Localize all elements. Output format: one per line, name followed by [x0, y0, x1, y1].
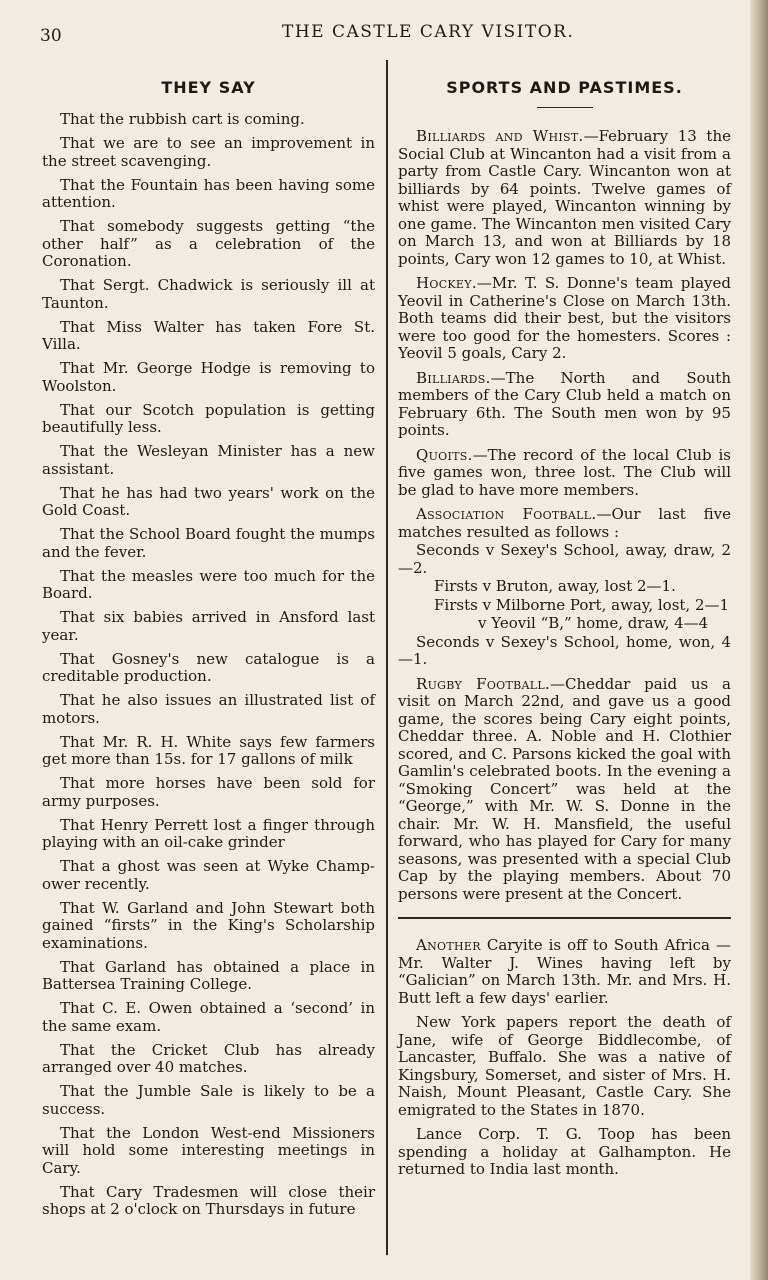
column-divider [386, 60, 388, 1255]
match-result: Firsts v Milborne Port, away, lost, 2—1 [434, 595, 730, 614]
sports-column [398, 68, 731, 1186]
they-say-item: That the Wesleyan Minister has a new assistant. [42, 442, 375, 478]
section-lead: Association Football. [416, 505, 597, 523]
they-say-item: That six babies arrived in Ansford last year. [42, 608, 375, 644]
page-header [40, 22, 600, 46]
match-result: Firsts v Bruton, away, lost 2—1. [434, 577, 676, 595]
they-say-column [42, 68, 375, 1225]
sports-paragraph: Rugby Football.—Cheddar paid us a visit on March 22nd, and gave us a good game, the scores being Cary eight points, Cheddar three. A. Noble and H. Clothier scored, and C. Parsons kicked the goal with Gamlin's celebrated boots. In the evening a “Smoking Concert” was held at the “George,” with Mr. W. S. Donne in the chair. Mr. W. H. Mansfield, the useful forward, who has played for Cary for many seasons, was presented with a special Club Cap by the playing members. About 70 persons were present at the Concert. [398, 674, 731, 903]
they-say-item: That Garland has obtained a place in Battersea Training College. [42, 957, 375, 993]
sports-paragraph: Quoits.—The record of the local Club is five games won, three lost. The Club will be glad to have more members. [398, 445, 731, 499]
they-say-item: That Mr. R. H. White says few farmers get more than 15s. for 17 gallons of milk [42, 732, 375, 768]
sports-heading: SPORTS AND PASTIMES. [446, 78, 683, 97]
sports-paragraph: Billiards.—The North and South members of the Cary Club held a match on February 6th. The South men won by 95 points. [398, 368, 731, 439]
they-say-item: That he also issues an illustrated list of motors. [42, 691, 375, 727]
they-say-item: That the Fountain has been having some attention. [42, 175, 375, 211]
match-result: Seconds v Sexey's School, home, won, 4—1. [398, 632, 731, 668]
they-say-item: That the School Board fought the mumps and the fever. [42, 525, 375, 561]
section-lead: Rugby Football. [416, 674, 550, 693]
they-say-item: That the rubbish cart is coming. [60, 110, 305, 128]
page-number: 30 [40, 26, 62, 46]
match-result: v Yeovil “B,” home, draw, 4—4 [478, 614, 709, 632]
they-say-item: That Henry Perrett lost a finger through playing with an oil-cake grinder [42, 815, 375, 851]
they-say-item: That the Jumble Sale is likely to be a success. [42, 1082, 375, 1118]
they-say-item: That Gosney's new catalogue is a creditable production. [42, 649, 375, 685]
news-paragraph: Lance Corp. T. G. Toop has been spending a holiday at Galhampton. He returned to India last month. [398, 1125, 731, 1178]
they-say-item: That the Cricket Club has already arranged over 40 matches. [42, 1040, 375, 1076]
they-say-item: That more horses have been sold for army purposes. [42, 774, 375, 810]
sports-paragraph: Billiards and Whist.—February 13 the Social Club at Wincanton had a visit from a party from Castle Cary. Wincanton won at billiards by 64 points. Twelve games of whist were played, Wincanton winning by one game. The Wincanton men visited Cary on March 13, and won at Billiards by 18 points, Cary won 12 games to 10, at Whist. [398, 127, 731, 268]
they-say-item: That Cary Tradesmen will close their shops at 2 o'clock on Thursdays in future [42, 1182, 375, 1218]
news-paragraph: New York papers report the death of Jane, wife of George Biddlecombe, of Lancaster, Buffalo. She was a native of Kingsbury, Somerset, and sister of Mrs. H. Naish, Mount Pleasant, Castle Cary. She emigrated to the States in 1870. [398, 1013, 731, 1119]
section-lead: Another [416, 936, 481, 954]
section-lead: Billiards and Whist. [416, 127, 584, 145]
they-say-item: That he has had two years' work on the Gold Coast. [42, 483, 375, 519]
section-lead: Quoits. [416, 445, 473, 464]
section-lead: Billiards. [416, 368, 491, 387]
match-result: Seconds v Sexey's School, away, draw, 2—2. [398, 541, 731, 577]
they-say-item: That Miss Walter has taken Fore St. Villa. [42, 317, 375, 353]
section-divider [398, 917, 731, 919]
they-say-heading: THEY SAY [161, 78, 256, 97]
they-say-item: That we are to see an improvement in the street scavenging. [42, 134, 375, 170]
page-edge [750, 0, 768, 1280]
they-say-item: That somebody suggests getting “the other half” as a celebration of the Coronation. [42, 217, 375, 270]
news-paragraph: Another Caryite is off to South Africa —Mr. Walter J. Wines having left by “Galician” on March 13th. Mr. and Mrs. H. Butt left a few days' earlier. [398, 936, 731, 1007]
sports-paragraph: Association Football.—Our last five matches resulted as follows : [398, 505, 731, 541]
publication-title: THE CASTLE CARY VISITOR. [282, 22, 575, 42]
they-say-item: That W. Garland and John Stewart both gained “firsts” in the King's Scholarship examinations. [42, 898, 375, 952]
section-lead: Hockey. [416, 274, 477, 292]
they-say-item: That Mr. George Hodge is removing to Woolston. [42, 359, 375, 395]
they-say-item: That C. E. Owen obtained a ‘second’ in the same exam. [42, 999, 375, 1035]
sports-paragraph: Hockey.—Mr. T. S. Donne's team played Yeovil in Catherine's Close on March 13th. Both teams did their best, but the visitors were too good for the homesters. Scores : Yeovil 5 goals, Cary 2. [398, 274, 731, 362]
they-say-item: That the London West-end Missioners will hold some interesting meetings in Cary. [42, 1123, 375, 1177]
heading-rule [537, 107, 593, 108]
they-say-item: That a ghost was seen at Wyke Champ- ower recently. [42, 857, 375, 893]
they-say-item: That the measles were too much for the Board. [42, 566, 375, 602]
they-say-item: That Sergt. Chadwick is seriously ill at Taunton. [42, 276, 375, 312]
they-say-item: That our Scotch population is getting beautifully less. [42, 400, 375, 436]
